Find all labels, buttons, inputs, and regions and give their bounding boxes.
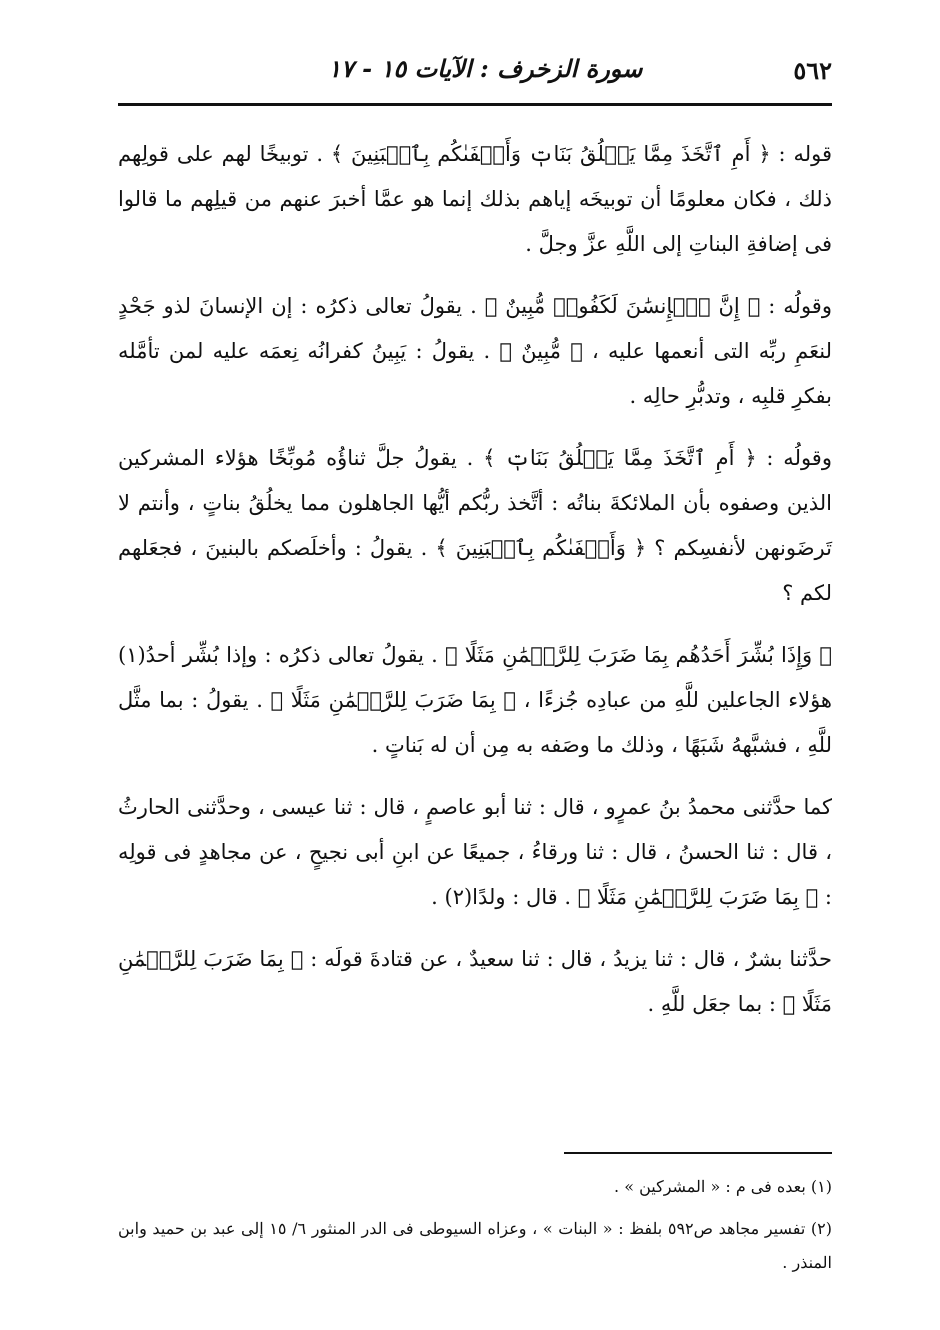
header-rule xyxy=(118,103,832,106)
paragraph-5: كما حدَّثنى محمدُ بنُ عمرٍو ، قال : ثنا أبو عاصمٍ ، قال : ثنا عيسى ، وحدَّثنى الحارثُ ، قال : ثنا الحسنُ ، قال : ثنا ورقاءُ ، جميعًا عن ابنِ أبى نجيحٍ ، عن مجاهدٍ فى قولِه : ﴿ بِمَا ضَرَبَ لِلرَّحۡمَٰنِ مَثَلًا ﴾ . قال : ولدًا(٢) . xyxy=(118,795,832,909)
footnotes xyxy=(118,1170,832,1288)
book-page xyxy=(118,40,832,1300)
paragraph-2: وقولُه : ﴿ إِنَّ ٱلۡإِنسَٰنَ لَكَفُورٞ مُّبِينٌ ﴾ . يقولُ تعالى ذكرُه : إن الإنسانَ لذو جَحْدٍ لنعَمِ ربِّه التى أنعمها عليه ، ﴿ مُّبِينٌ ﴾ . يقولُ : يَبِينُ كفرانُه نِعمَه عليه لمن تأمَّله بفكرِ قلبِه ، وتدبُّرِ حالِه . xyxy=(118,294,832,408)
footnote-rule xyxy=(564,1152,832,1154)
page-number: ٥٦٢ xyxy=(793,56,832,85)
paragraph-1: قوله : ﴿ أَمِ ٱتَّخَذَ مِمَّا يَخۡلُقُ بَنَاتٖ وَأَصۡفَىٰكُم بِٱلۡبَنِينَ ﴾ . توبيخًا لهم على قولِهم ذلك ، فكان معلومًا أن توبيخَه إياهم بذلك إنما هو عمَّا أخبرَ عنهم من قيلِهم ما قالوا فى إضافةِ البناتِ إلى اللَّهِ عزَّ وجلَّ . xyxy=(118,142,832,256)
footnote-1: (١) بعده فى م : « المشركين » . xyxy=(614,1177,832,1196)
paragraph-6: حدَّثنا بشرٌ ، قال : ثنا يزيدُ ، قال : ثنا سعيدٌ ، عن قتادةَ قولَه : ﴿ بِمَا ضَرَبَ لِلرَّحۡمَٰنِ مَثَلًا ﴾ : بما جعَل للَّهِ . xyxy=(118,947,832,1016)
paragraph-3: وقولُه : ﴿ أَمِ ٱتَّخَذَ مِمَّا يَخۡلُقُ بَنَاتٖ ﴾ . يقولُ جلَّ ثناؤُه مُوبِّخًا هؤلاء المشركين الذين وصفوه بأن الملائكةَ بناتُه : أتَّخذ ربُّكم أيُّها الجاهلون مما يخلُقُ بناتٍ ، وأنتم لا تَرضَونهن لأنفسِكم ؟ ﴿ وَأَصۡفَىٰكُم بِٱلۡبَنِينَ ﴾ . يقولُ : وأخلَصكم بالبنينَ ، فجعَلهم لكم ؟ xyxy=(118,446,832,605)
main-text xyxy=(118,132,832,1044)
paragraph-4: ﴿ وَإِذَا بُشِّرَ أَحَدُهُم بِمَا ضَرَبَ لِلرَّحۡمَٰنِ مَثَلًا ﴾ . يقولُ تعالى ذكرُه : وإذا بُشِّر أحدُ(١) هؤلاء الجاعلين للَّهِ من عبادِه جُزءًا ، ﴿ بِمَا ضَرَبَ لِلرَّحۡمَٰنِ مَثَلًا ﴾ . يقولُ : بما مثَّل للَّهِ ، فشبَّههُ شَبَهًا ، وذلك ما وصَفه به مِن أن له بَناتٍ . xyxy=(118,643,832,757)
footnote-2: (٢) تفسير مجاهد ص٥٩٢ بلفظ : « البنات » ، وعزاه السيوطى فى الدر المنثور ٦/ ١٥ إلى عبد بن حميد وابن المنذر . xyxy=(118,1219,832,1272)
page-header xyxy=(118,40,832,100)
running-title: سورة الزخرف : الآيات ١٥ - ١٧ xyxy=(328,54,643,83)
